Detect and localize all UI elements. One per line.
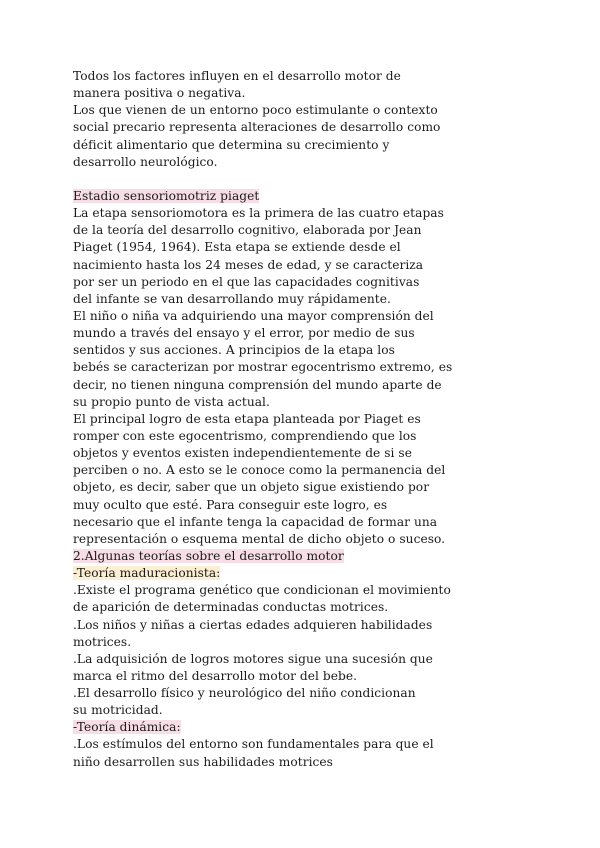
text-line: representación o esquema mental de dicho objeto o suceso. [73,531,446,546]
text-line: muy oculto que esté. Para conseguir este logro, es [73,497,388,512]
text-line: desarrollo neurológico. [73,154,218,169]
text-line: .Los estímulos del entorno son fundamentales para que el [73,737,434,752]
text-line: decir, no tienen ninguna comprensión del mundo aparte de [73,377,442,392]
text-line: su propio punto de vista actual. [73,394,270,409]
text-line: por ser un periodo en el que las capacidades cognitivas [73,274,420,289]
text-line: social precario representa alteraciones de desarrollo como [73,120,441,135]
paragraph-gap [73,171,533,188]
text-line: niño desarrollen sus habilidades motrices [73,754,333,769]
text-line: El niño o niña va adquiriendo una mayor comprensión del [73,308,434,323]
text-line: Piaget (1954, 1964). Esta etapa se extiende desde el [73,240,401,255]
text-line: bebés se caracterizan por mostrar egocentrismo extremo, es [73,360,453,375]
text-line: déficit alimentario que determina su crecimiento y [73,137,390,152]
text-line: .Los niños y niñas a ciertas edades adquieren habilidades [73,617,433,632]
text-line: del infante se van desarrollando muy rápidamente. [73,291,391,306]
text-line: .La adquisición de logros motores sigue una sucesión que [73,651,433,666]
text-line: .El desarrollo físico y neurológico del niño condicionan [73,686,416,701]
section-heading-line [73,548,533,565]
text-line: objetos y eventos existen independientemente de si se [73,446,412,461]
subsection-heading: -Teoría dinámica: [73,720,181,735]
section-heading: 2.Algunas teorías sobre el desarrollo motor [73,548,344,563]
text-line: de la teoría del desarrollo cognitivo, elaborada por Jean [73,223,422,238]
text-line: necesario que el infante tenga la capacidad de formar una [73,514,438,529]
text-line: La etapa sensoriomotora es la primera de las cuatro etapas [73,206,444,221]
section-heading-line [73,188,533,205]
text-line: mundo a través del ensayo y el error, por medio de sus [73,326,415,341]
text-line: romper con este egocentrismo, comprendiendo que los [73,428,417,443]
text-line: perciben o no. A esto se le conoce como la permanencia del [73,463,446,478]
document-page [73,68,533,771]
text-line: de aparición de determinadas conductas motrices. [73,600,389,615]
section-teorias [73,548,533,771]
text-line: marca el ritmo del desarrollo motor del bebe. [73,668,358,683]
text-line: motrices. [73,634,132,649]
subsection-heading-line [73,719,533,736]
subsection-heading-line [73,565,533,582]
section-sensoriomotriz [73,188,533,548]
text-line: Los que vienen de un entorno poco estimulante o contexto [73,103,438,118]
text-line: su motricidad. [73,703,163,718]
section-heading: Estadio sensoriomotriz piaget [73,188,260,203]
text-line: objeto, es decir, saber que un objeto sigue existiendo por [73,480,430,495]
text-line: sentidos y sus acciones. A principios de la etapa los [73,343,395,358]
text-line: nacimiento hasta los 24 meses de edad, y se caracteriza [73,257,424,272]
subsection-heading: -Teoría maduracionista: [73,566,221,581]
text-line: .Existe el programa genético que condicionan el movimiento [73,583,451,598]
intro-paragraph [73,68,533,171]
text-line: El principal logro de esta etapa planteada por Piaget es [73,411,421,426]
text-line: manera positiva o negativa. [73,86,246,101]
text-line: Todos los factores influyen en el desarrollo motor de [73,69,401,83]
